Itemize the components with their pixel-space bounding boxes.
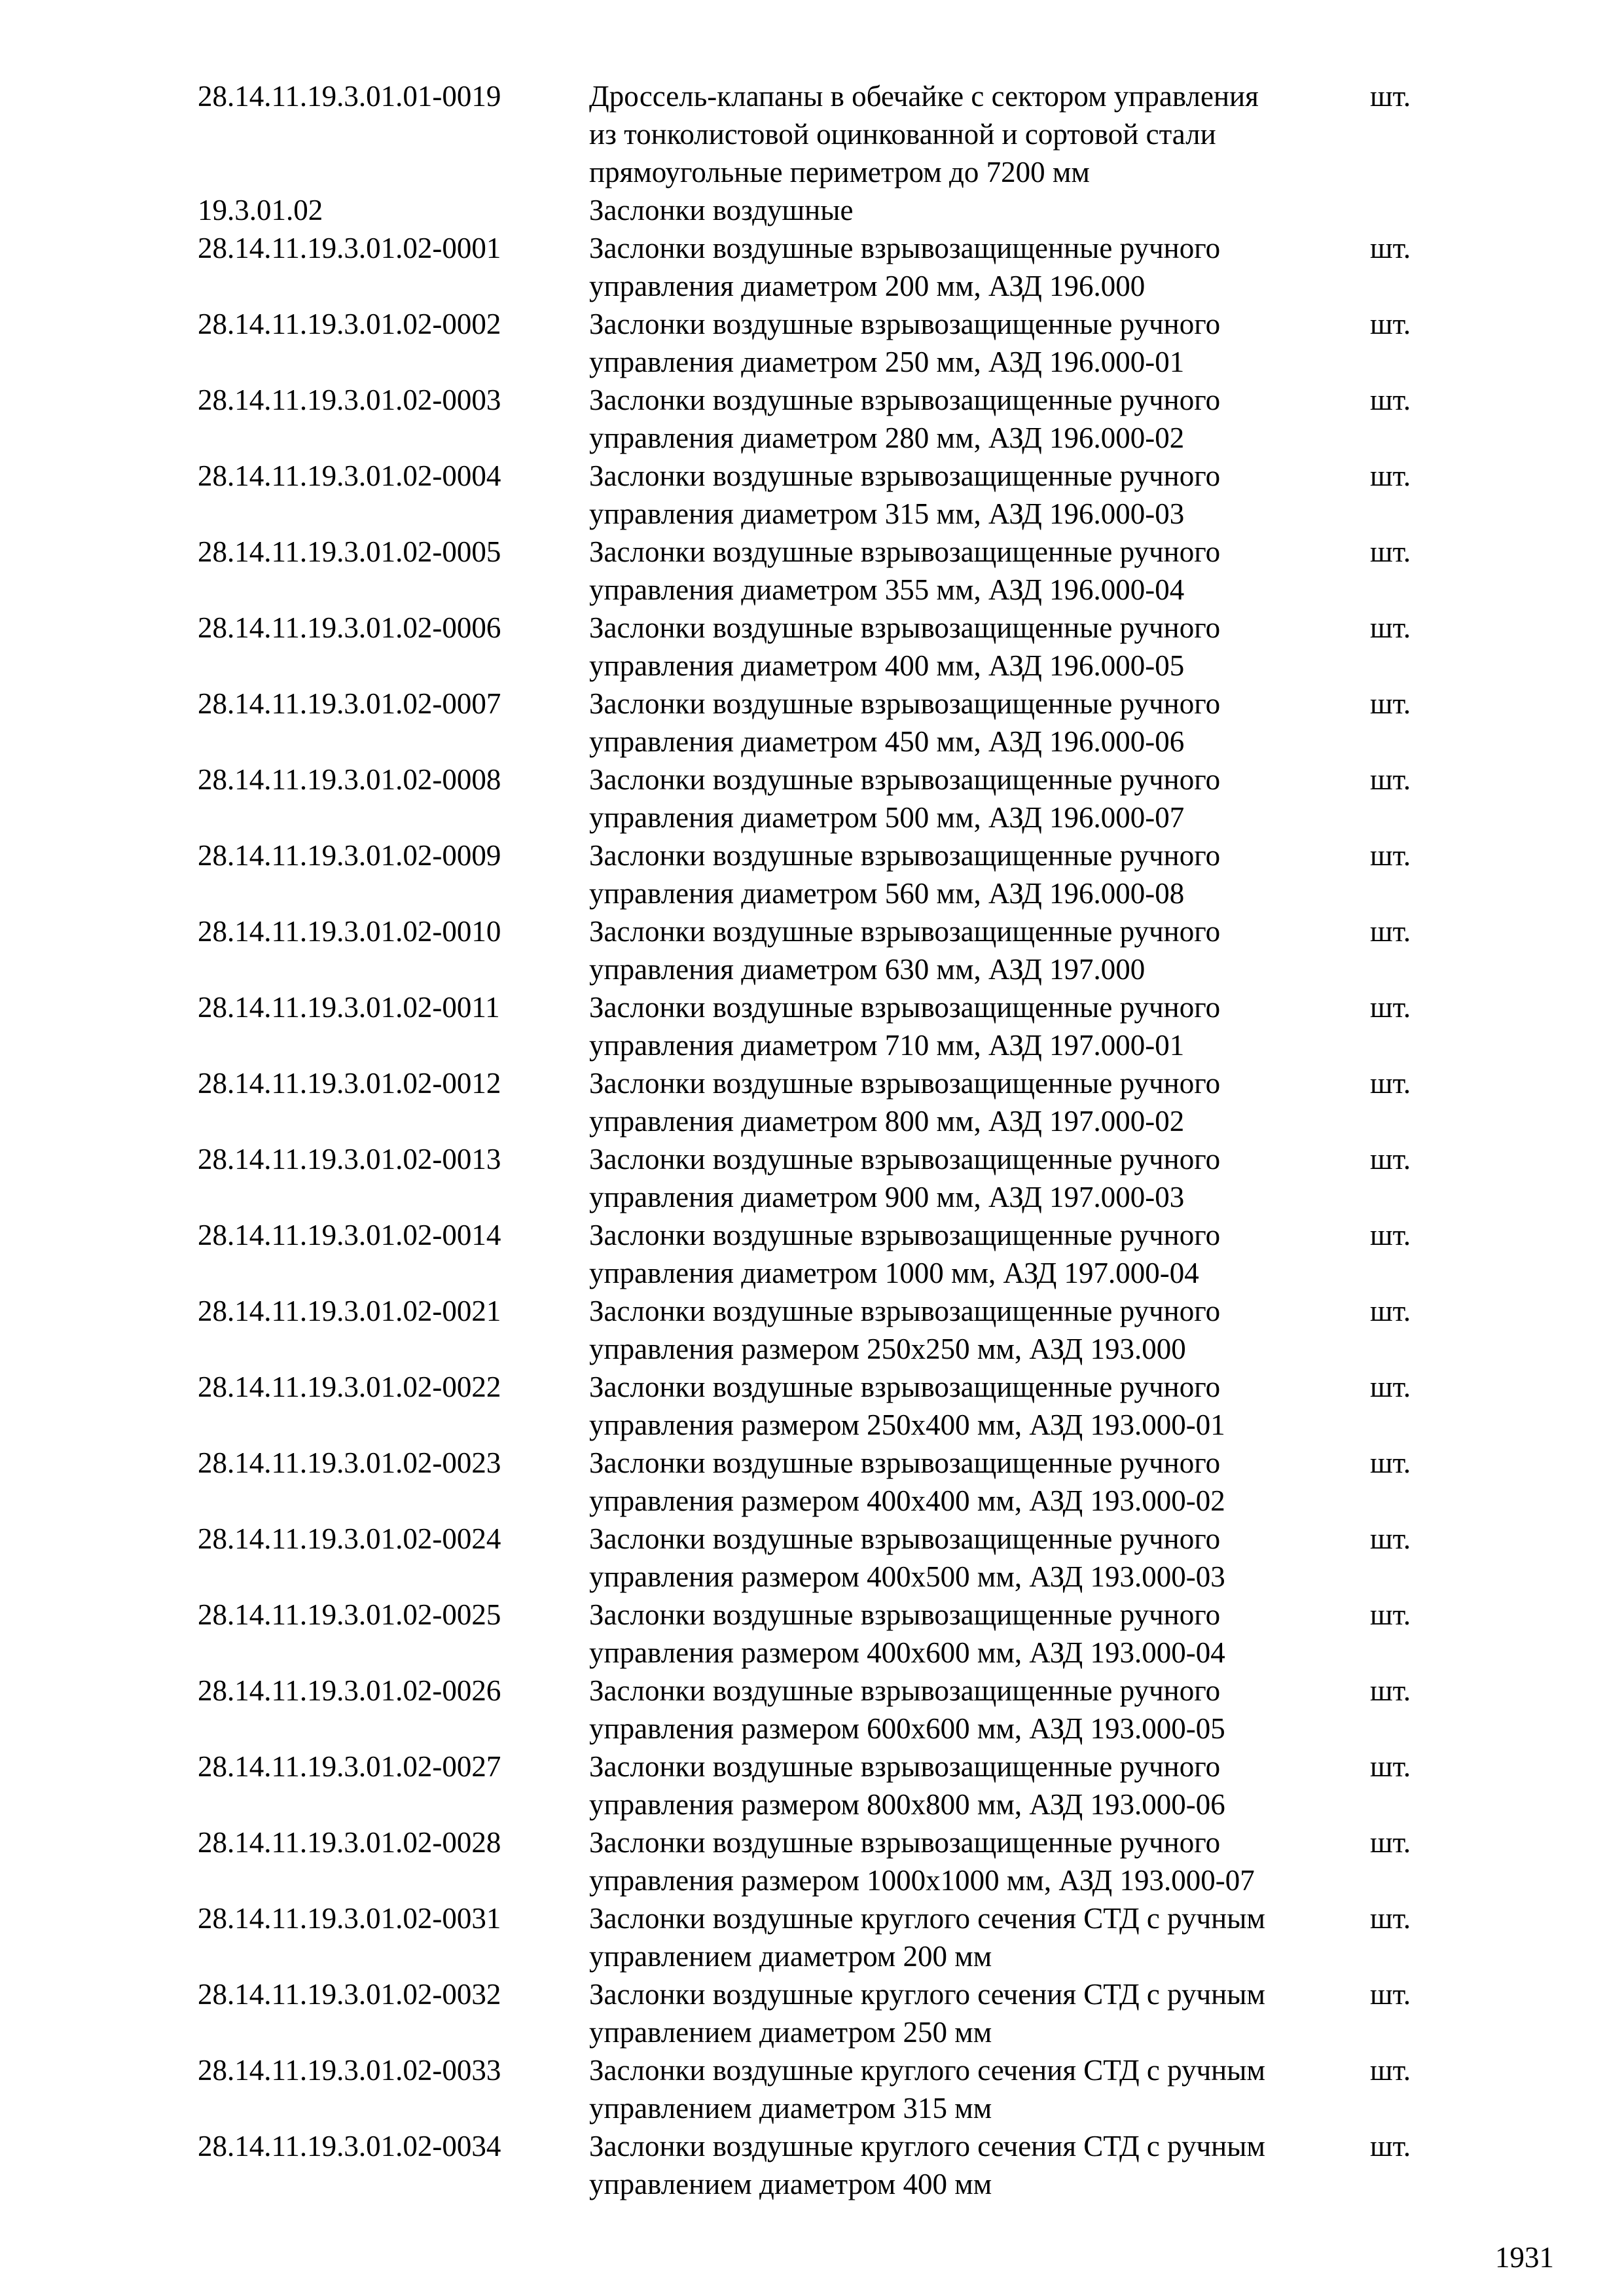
resource-code: 28.14.11.19.3.01.02-0026 bbox=[198, 1674, 501, 1707]
resource-name: Заслонки воздушные взрывозащищенные ручного управления диаметром 800 мм, АЗД 197.000-02 bbox=[589, 1067, 1221, 1138]
resource-unit: шт. bbox=[1370, 1674, 1411, 1707]
resource-code: 28.14.11.19.3.01.02-0025 bbox=[198, 1598, 501, 1631]
resource-unit: шт. bbox=[1370, 1067, 1411, 1100]
resource-unit: шт. bbox=[1370, 915, 1411, 948]
resource-unit: шт. bbox=[1370, 763, 1411, 796]
resource-name: Заслонки воздушные взрывозащищенные ручного управления размером 400х500 мм, АЗД 193.000-03 bbox=[589, 1522, 1225, 1593]
resource-name: Заслонки воздушные взрывозащищенные ручного управления размером 400х600 мм, АЗД 193.000-04 bbox=[589, 1598, 1225, 1669]
resource-unit: шт. bbox=[1370, 687, 1411, 720]
table-row bbox=[0, 1823, 1624, 1899]
table-row bbox=[0, 457, 1624, 533]
table-row bbox=[0, 1444, 1624, 1520]
resource-table bbox=[0, 77, 1624, 2203]
table-row bbox=[0, 1672, 1624, 1748]
table-row bbox=[0, 1596, 1624, 1672]
resource-name: Заслонки воздушные взрывозащищенные ручного управления диаметром 200 мм, АЗД 196.000 bbox=[589, 232, 1221, 302]
resource-unit: шт. bbox=[1370, 1750, 1411, 1783]
resource-name: Заслонки воздушные взрывозащищенные ручного управления размером 600х600 мм, АЗД 193.000-05 bbox=[589, 1674, 1225, 1745]
table-row bbox=[0, 533, 1624, 609]
table-row bbox=[0, 1899, 1624, 1975]
resource-name: Заслонки воздушные взрывозащищенные ручного управления диаметром 1000 мм, АЗД 197.000-04 bbox=[589, 1219, 1221, 1289]
resource-unit: шт. bbox=[1370, 1522, 1411, 1555]
resource-code: 28.14.11.19.3.01.02-0034 bbox=[198, 2130, 501, 2162]
resource-code: 28.14.11.19.3.01.02-0001 bbox=[198, 232, 501, 264]
section-heading-row bbox=[0, 191, 1624, 229]
resource-unit: шт. bbox=[1370, 459, 1411, 492]
resource-unit: шт. bbox=[1370, 232, 1411, 264]
table-row bbox=[0, 2051, 1624, 2127]
resource-code: 28.14.11.19.3.01.02-0031 bbox=[198, 1902, 501, 1935]
resource-name: Заслонки воздушные круглого сечения СТД с ручным управлением диаметром 400 мм bbox=[589, 2130, 1265, 2200]
table-row bbox=[0, 229, 1624, 305]
resource-name: Заслонки воздушные круглого сечения СТД с ручным управлением диаметром 250 мм bbox=[589, 1978, 1265, 2049]
table-row bbox=[0, 305, 1624, 381]
page-number: 1931 bbox=[1495, 2241, 1554, 2274]
table-row bbox=[0, 761, 1624, 836]
resource-name: Заслонки воздушные взрывозащищенные ручного управления размером 1000х1000 мм, АЗД 193.000-07 bbox=[589, 1826, 1255, 1897]
resource-code: 28.14.11.19.3.01.02-0013 bbox=[198, 1143, 501, 1175]
resource-code: 28.14.11.19.3.01.02-0028 bbox=[198, 1826, 501, 1859]
resource-unit: шт. bbox=[1370, 384, 1411, 416]
resource-name: Заслонки воздушные взрывозащищенные ручного управления размером 800х800 мм, АЗД 193.000-06 bbox=[589, 1750, 1225, 1821]
resource-code: 28.14.11.19.3.01.02-0002 bbox=[198, 308, 501, 340]
resource-name: Заслонки воздушные взрывозащищенные ручного управления размером 250х250 мм, АЗД 193.000 bbox=[589, 1295, 1221, 1365]
resource-code: 28.14.11.19.3.01.02-0008 bbox=[198, 763, 501, 796]
resource-unit: шт. bbox=[1370, 2054, 1411, 2087]
resource-unit: шт. bbox=[1370, 1219, 1411, 1251]
section-title: Заслонки воздушные bbox=[589, 194, 854, 226]
table-row bbox=[0, 912, 1624, 988]
resource-code: 28.14.11.19.3.01.02-0022 bbox=[198, 1371, 501, 1403]
resource-name: Заслонки воздушные взрывозащищенные ручного управления диаметром 315 мм, АЗД 196.000-03 bbox=[589, 459, 1221, 530]
table-row bbox=[0, 988, 1624, 1064]
section-code: 19.3.01.02 bbox=[198, 194, 323, 226]
resource-code: 28.14.11.19.3.01.02-0006 bbox=[198, 611, 501, 644]
resource-name: Заслонки воздушные взрывозащищенные ручного управления размером 400х400 мм, АЗД 193.000-02 bbox=[589, 1446, 1225, 1517]
resource-name: Заслонки воздушные взрывозащищенные ручного управления диаметром 250 мм, АЗД 196.000-01 bbox=[589, 308, 1221, 378]
resource-name: Заслонки воздушные взрывозащищенные ручного управления диаметром 710 мм, АЗД 197.000-01 bbox=[589, 991, 1221, 1062]
table-row bbox=[0, 1368, 1624, 1444]
resource-unit: шт. bbox=[1370, 1446, 1411, 1479]
table-row bbox=[0, 381, 1624, 457]
resource-unit: шт. bbox=[1370, 2130, 1411, 2162]
resource-name: Заслонки воздушные взрывозащищенные ручного управления диаметром 400 мм, АЗД 196.000-05 bbox=[589, 611, 1221, 682]
resource-code: 28.14.11.19.3.01.01-0019 bbox=[198, 80, 501, 113]
table-row bbox=[0, 1292, 1624, 1368]
resource-unit: шт. bbox=[1370, 1295, 1411, 1327]
table-row bbox=[0, 1520, 1624, 1596]
resource-code: 28.14.11.19.3.01.02-0021 bbox=[198, 1295, 501, 1327]
resource-code: 28.14.11.19.3.01.02-0033 bbox=[198, 2054, 501, 2087]
resource-name: Дроссель-клапаны в обечайке с сектором управления из тонколистовой оцинкованной и сортовой стали прямоугольные периметром до 7200 мм bbox=[589, 80, 1259, 188]
resource-name: Заслонки воздушные круглого сечения СТД с ручным управлением диаметром 200 мм bbox=[589, 1902, 1265, 1973]
table-row bbox=[0, 2127, 1624, 2203]
resource-unit: шт. bbox=[1370, 535, 1411, 568]
resource-code: 28.14.11.19.3.01.02-0007 bbox=[198, 687, 501, 720]
table-row bbox=[0, 836, 1624, 912]
resource-unit: шт. bbox=[1370, 80, 1411, 113]
table-row bbox=[0, 685, 1624, 761]
resource-unit: шт. bbox=[1370, 611, 1411, 644]
resource-code: 28.14.11.19.3.01.02-0009 bbox=[198, 839, 501, 872]
table-row bbox=[0, 1140, 1624, 1216]
resource-code: 28.14.11.19.3.01.02-0011 bbox=[198, 991, 500, 1024]
resource-name: Заслонки воздушные взрывозащищенные ручного управления диаметром 900 мм, АЗД 197.000-03 bbox=[589, 1143, 1221, 1213]
resource-unit: шт. bbox=[1370, 1902, 1411, 1935]
table-row bbox=[0, 1975, 1624, 2051]
resource-unit: шт. bbox=[1370, 991, 1411, 1024]
table-row bbox=[0, 1748, 1624, 1823]
resource-name: Заслонки воздушные круглого сечения СТД с ручным управлением диаметром 315 мм bbox=[589, 2054, 1265, 2125]
resource-code: 28.14.11.19.3.01.02-0023 bbox=[198, 1446, 501, 1479]
resource-unit: шт. bbox=[1370, 839, 1411, 872]
resource-code: 28.14.11.19.3.01.02-0024 bbox=[198, 1522, 501, 1555]
table-row bbox=[0, 1216, 1624, 1292]
resource-name: Заслонки воздушные взрывозащищенные ручного управления диаметром 560 мм, АЗД 196.000-08 bbox=[589, 839, 1221, 910]
resource-unit: шт. bbox=[1370, 1826, 1411, 1859]
resource-name: Заслонки воздушные взрывозащищенные ручного управления диаметром 280 мм, АЗД 196.000-02 bbox=[589, 384, 1221, 454]
resource-code: 28.14.11.19.3.01.02-0003 bbox=[198, 384, 501, 416]
resource-name: Заслонки воздушные взрывозащищенные ручного управления диаметром 355 мм, АЗД 196.000-04 bbox=[589, 535, 1221, 606]
resource-code: 28.14.11.19.3.01.02-0010 bbox=[198, 915, 501, 948]
table-row bbox=[0, 77, 1624, 191]
resource-name: Заслонки воздушные взрывозащищенные ручного управления диаметром 450 мм, АЗД 196.000-06 bbox=[589, 687, 1221, 758]
resource-unit: шт. bbox=[1370, 1371, 1411, 1403]
resource-unit: шт. bbox=[1370, 1978, 1411, 2011]
resource-code: 28.14.11.19.3.01.02-0012 bbox=[198, 1067, 501, 1100]
resource-unit: шт. bbox=[1370, 1143, 1411, 1175]
resource-code: 28.14.11.19.3.01.02-0005 bbox=[198, 535, 501, 568]
table-row bbox=[0, 1064, 1624, 1140]
table-row bbox=[0, 609, 1624, 685]
resource-code: 28.14.11.19.3.01.02-0027 bbox=[198, 1750, 501, 1783]
resource-unit: шт. bbox=[1370, 308, 1411, 340]
resource-unit: шт. bbox=[1370, 1598, 1411, 1631]
resource-code: 28.14.11.19.3.01.02-0014 bbox=[198, 1219, 501, 1251]
resource-name: Заслонки воздушные взрывозащищенные ручного управления размером 250х400 мм, АЗД 193.000-01 bbox=[589, 1371, 1225, 1441]
resource-code: 28.14.11.19.3.01.02-0032 bbox=[198, 1978, 501, 2011]
resource-code: 28.14.11.19.3.01.02-0004 bbox=[198, 459, 501, 492]
resource-name: Заслонки воздушные взрывозащищенные ручного управления диаметром 500 мм, АЗД 196.000-07 bbox=[589, 763, 1221, 834]
resource-name: Заслонки воздушные взрывозащищенные ручного управления диаметром 630 мм, АЗД 197.000 bbox=[589, 915, 1221, 986]
